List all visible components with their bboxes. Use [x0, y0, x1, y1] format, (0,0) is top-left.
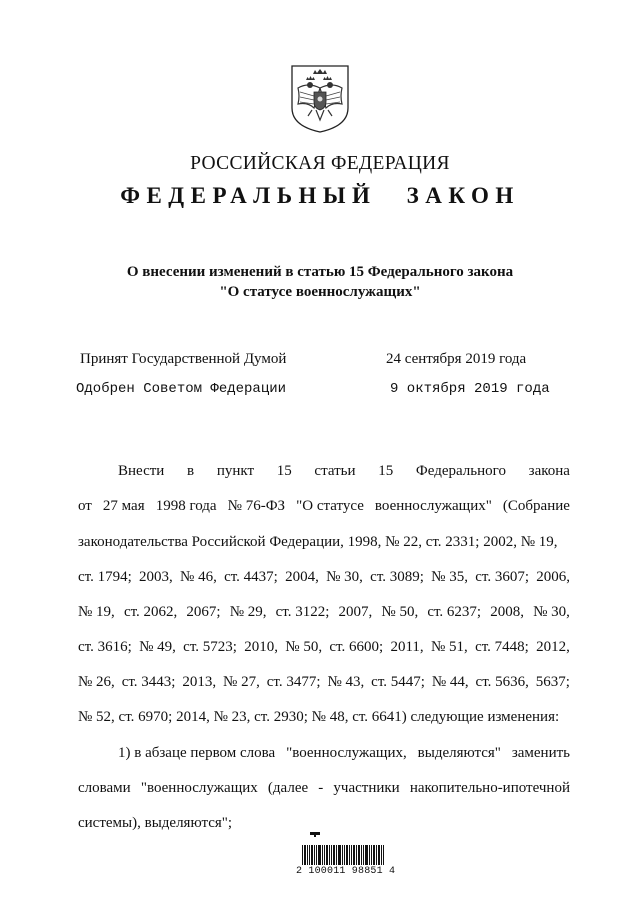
body-word: № 51, [430, 639, 468, 655]
body-word: "О статусе [296, 498, 364, 514]
body-word: ст. 3443; [121, 674, 176, 690]
body-word: ст. 3616; [78, 639, 132, 655]
body-word: № 19, [78, 604, 115, 620]
body-word: ст. 5636, [475, 674, 529, 690]
body-word: ст. 6237; [427, 604, 482, 620]
body-word: ст. 5447; [371, 674, 425, 690]
body-word: ст. 5723; [183, 639, 237, 655]
body-word: ст. 3477; [266, 674, 321, 690]
body-word: 2010, [244, 639, 278, 655]
body-word: "военнослужащих [140, 780, 258, 796]
body-word: (Собрание [502, 498, 570, 514]
body-word: 27 мая [102, 498, 145, 514]
body-line-2 [78, 498, 570, 518]
body-word: № 49, [139, 639, 176, 655]
body-word: 2007, [338, 604, 373, 620]
body-word: ст. 6600; [329, 639, 384, 655]
body-word: в [187, 463, 195, 479]
body-word: 2003, [139, 569, 173, 585]
body-word: № 44, [431, 674, 469, 690]
body-word: № 43, [327, 674, 365, 690]
body-word: 5637; [535, 674, 570, 690]
body-word: № 46, [180, 569, 217, 585]
body-word: выделяются" [417, 745, 501, 761]
body-line-1 [78, 463, 570, 483]
body-line-10 [78, 780, 570, 800]
body-line-11: системы), выделяются"; [78, 815, 233, 831]
body-line-4 [78, 569, 570, 589]
body-word: 2012, [536, 639, 570, 655]
body-word: ст. 1794; [78, 569, 132, 585]
body-word: - [318, 780, 324, 796]
body-word: закона [528, 463, 570, 479]
law-title-line-1: О внесении изменений в статью 15 Федерального закона [126, 264, 514, 280]
body-word: 2006, [536, 569, 570, 585]
body-word: заменить [511, 745, 570, 761]
body-line-6 [78, 639, 570, 659]
body-word: № 30, [533, 604, 570, 620]
body-word: (далее [267, 780, 309, 796]
body-line-9 [78, 745, 570, 765]
body-word: 15 [276, 463, 292, 479]
body-word: 2013, [182, 674, 217, 690]
adoption-date: 24 сентября 2019 года [386, 351, 527, 367]
body-word: словами [78, 780, 131, 796]
body-word: № 76-ФЗ [227, 498, 286, 514]
body-word: 2004, [285, 569, 319, 585]
body-word: 15 [378, 463, 394, 479]
body-line-8: № 52, ст. 6970; 2014, № 23, ст. 2930; № 48, ст. 6641) следующие изменения: [78, 709, 560, 725]
body-word: 1998 года [155, 498, 217, 514]
body-word: "военнослужащих, [286, 745, 407, 761]
body-word: № 26, [78, 674, 115, 690]
body-word: ст. 3089; [370, 569, 424, 585]
document-type-heading: ФЕДЕРАЛЬНЫЙ ЗАКОН [120, 183, 520, 208]
body-line-7 [78, 674, 570, 694]
approval-date: 9 октября 2019 года [390, 381, 550, 397]
body-word: накопительно-ипотечной [409, 780, 570, 796]
body-word: от [78, 498, 92, 514]
body-word: № 35, [431, 569, 468, 585]
body-word: № 50, [381, 604, 419, 620]
body-word: 2008, [490, 604, 524, 620]
body-line-3: законодательства Российской Федерации, 1998, № 22, ст. 2331; 2002, № 19, [78, 534, 558, 550]
body-word: Внести [118, 463, 165, 479]
body-word: ст. 4437; [224, 569, 278, 585]
body-word: 2011, [390, 639, 424, 655]
law-title-line-2: "О статусе военнослужащих" [219, 284, 421, 300]
body-word: Федерального [415, 463, 506, 479]
body-line-5 [78, 604, 570, 624]
body-word: ст. 3122; [275, 604, 330, 620]
barcode-number: 2 100011 98851 4 [296, 866, 396, 877]
body-word: № 27, [223, 674, 260, 690]
body-word: 1) в абзаце первом слова [118, 745, 276, 761]
adoption-label: Принят Государственной Думой [80, 351, 287, 367]
body-word: статьи [314, 463, 356, 479]
country-heading: РОССИЙСКАЯ ФЕДЕРАЦИЯ [190, 153, 450, 174]
state-emblem-icon [286, 62, 354, 134]
body-word: № 30, [326, 569, 363, 585]
body-word: № 29, [229, 604, 267, 620]
body-word: ст. 7448; [475, 639, 529, 655]
body-word: ст. 2062, [123, 604, 178, 620]
body-word: № 50, [285, 639, 323, 655]
body-word: ст. 3607; [475, 569, 529, 585]
body-word: участники [333, 780, 400, 796]
approval-label: Одобрен Советом Федерации [76, 381, 287, 397]
body-word: пункт [216, 463, 255, 479]
body-word: военнослужащих" [374, 498, 492, 514]
body-word: 2067; [186, 604, 221, 620]
